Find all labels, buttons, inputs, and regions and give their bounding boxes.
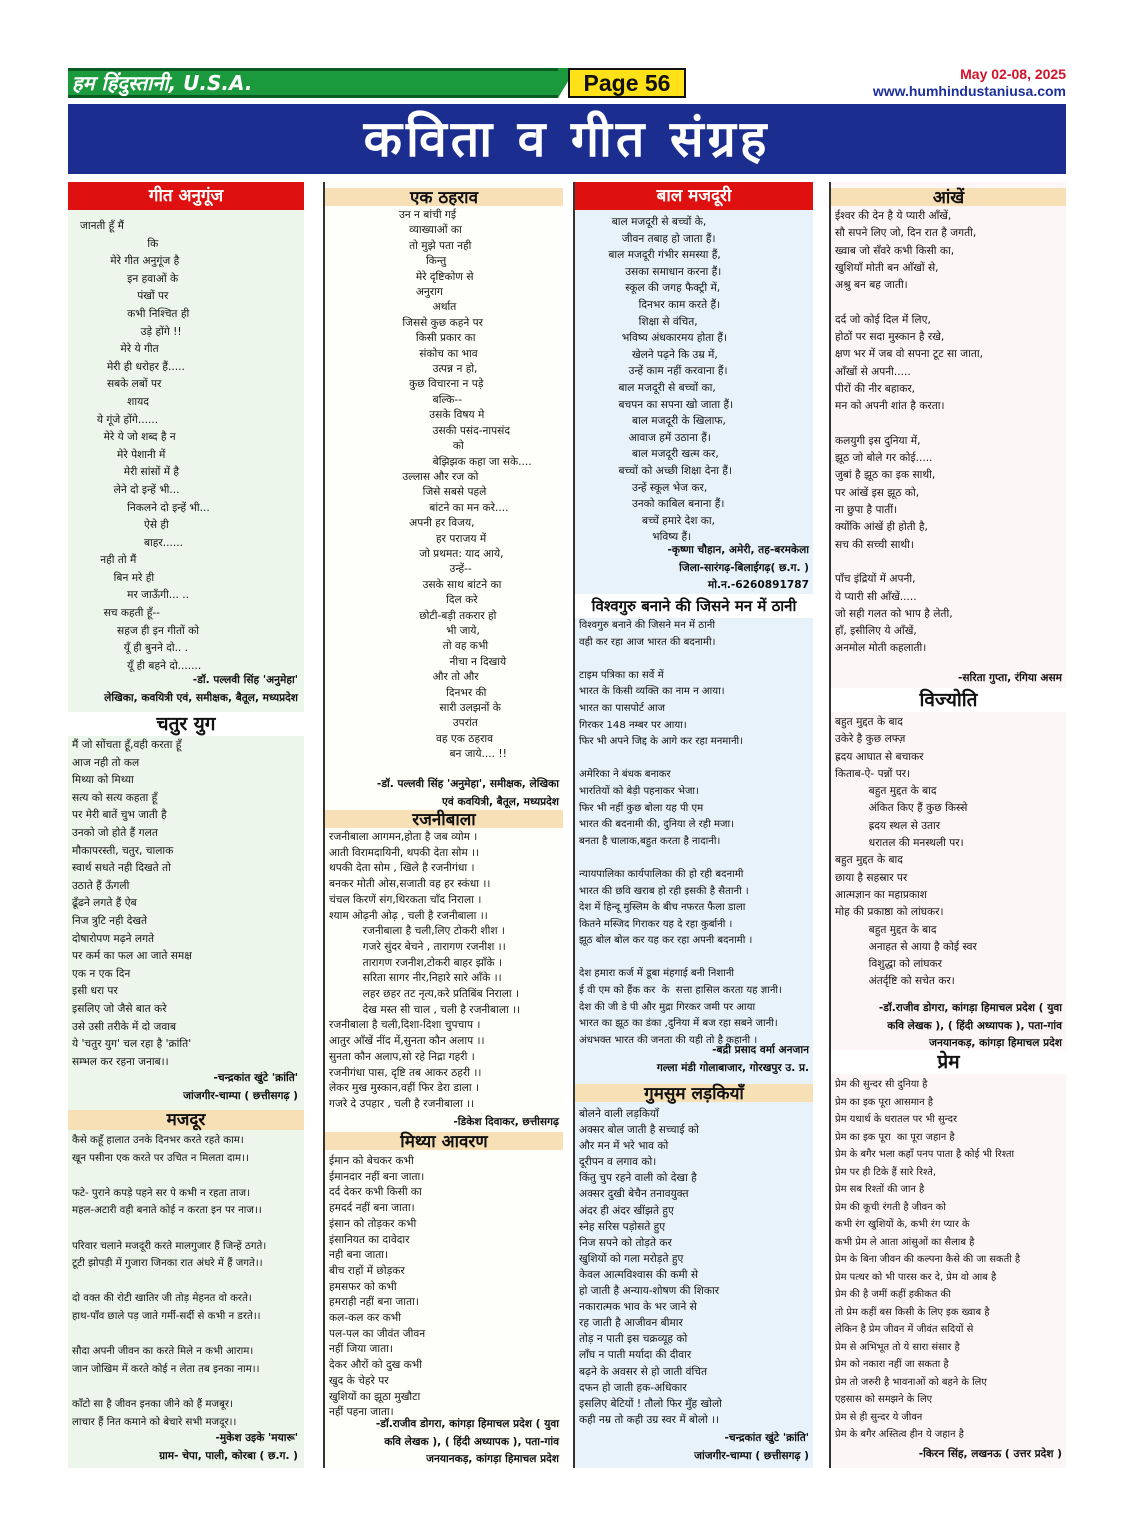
poem-author: -चन्द्रकांत खुंटे 'क्रांति' जांजगीर-चाम्पा ( छत्तीसगढ़ ): [694, 1432, 809, 1462]
poem-body: बोलने वाली लड़कियाँ अक्सर बोल जाती है सच्चाई को और मन में भरे भाव को दूरीपन व लगाव को। किंतु चुप रहने वाली को देखा है अक्सर दुखी बेचैन तनावयुक्त अंदर ही अंदर खींझते हुए स्नेह सरिस पड़ोसते हुए निज सपने को तोड़ते कर खुशियों को गला मरोड़ते हुए केवल आत्मविश्वास की कमी से हो जाती है अन्याय-शोषण की शिकार नकारात्मक भाव के भर जाने से रह जाती है आजीवन बीमार तोड़ न पाती इस चक्रव्यूह को लाँघ न पाती मर्यादा की दीवार बढ़ने के अवसर से हो जाती वंचित दफन हो जाती हक-अधिकार इसलिए बेटियों ! तौलो फिर मुँह खोलो कही नम्र तो कही उग्र स्वर में बोलो ।।: [579, 1108, 722, 1426]
poem-body: ईमान को बेचकर कभी ईमानदार नहीं बना जाता। दर्द देकर कभी किसी का हमदर्द नहीं बना जाता। इंसान को तोड़कर कभी इंसानियत का दावेदार नही बना जाता। बीच राहों में छोड़कर हमसफर को कभी हमराही नहीं बना जाता। कल-कल कर कभी पल-पल का जीवंत जीवन नहीं जिया जाता। देकर औरों को दुख कभी खुद के चेहरे पर खुशियों का झूठा मुखौटा नहीं पहना जाता।: [329, 1155, 426, 1419]
poem-body: ईश्वर की देन है ये प्यारी आँखें, सौ सपने लिए जो, दिन रात है जगती, ख्वाब जो सँवरे कभी किसी का, खुशियाँ मोती बन आँखों से, अश्रु बन बह जाती। दर्द जो कोई दिल में लिए, होठों पर सदा मुस्कान है रखे, क्षण भर में जब वो सपना टूट सा जाता, आँखों से अपनी..... पीरों की नीर बहाकर, मन को अपनी शांत है करता। कलयुगी इस दुनिया में, झूठ जो बोले गर कोई..... जुबां है झूठ का इक साथी, पर आंखें इस झूठ को, ना छुपा है पातीं। क्योंकि आंखें ही होती है, सच की सच्ची साथी। पाँच इंद्रियों में अपनी, ये प्यारी सी आँखें..... जो सही गलत को भाप है लेती, हाँ, इसीलिए ये आँखें, अनमोल मोती कहलाती।: [835, 210, 983, 655]
poem-title: चतुर युग: [68, 712, 304, 736]
poem-title: प्रेम: [831, 1050, 1066, 1074]
poem-title: विश्वगुरु बनाने की जिसने मन में ठानी: [575, 594, 813, 618]
poem-author: -डॉ. पल्लवी सिंह 'अनुमेहा', समीक्षक, लेखिका एवं कवयित्री, बैतूल, मध्यप्रदेश: [376, 778, 559, 808]
poem-author: -चन्द्रकांत खुंटे 'क्रांति' जांजगीर-चाम्पा ( छत्तीसगढ़ ): [183, 1072, 298, 1102]
brand-name: हम हिंदुस्तानी, U.S.A.: [72, 71, 253, 95]
poem-title: बाल मजदूरी: [575, 182, 813, 210]
poem-author: -मुकेश उइके 'मयारू' ग्राम- चेपा, पाली, कोरबा ( छ.ग. ): [159, 1432, 298, 1462]
column-1: [68, 182, 304, 1468]
section-title: कविता व गीत संग्रह: [363, 110, 771, 168]
poem-body: रजनीबाला आगमन,होता है जब व्योम । आती विरामदायिनी, थपकी देता सोम ।। थपकी देता सोम , खिले है रजनीगंधा । बनकर मोती ओस,सजाती वह हर स्कंधा ।। चंचल किरणें संग,थिरकता चाँद निराला । श्याम ओढ़नी ओढ़ , चली है रजनीबाला ।। रजनीबाला है चली,लिए टोकरी शीश । गजरे सुंदर बेचने , तारागण रजनीश ।। तारागण रजनीश,टोकरी बाहर झाँके । सरिता सागर नीर,निहारे सारे आँके ।। लहर छहर तट नृत्य,करे प्रतिबिंब निराला । देख मस्त सी चाल , चली है रजनीबाला ।। रजनीबाला है चली,दिशा-दिशा चुपचाप । आतुर आँखें नींद में,सुनता कौन अलाप ।। सुनता कौन अलाप,सो रहे निद्रा गहरी । रजनीगंधा पास, दृष्टि तब आकर ठहरी ।। लेकर मुख मुस्कान,वहीं फिर डेरा डाला । गजरे दे उपहार , चली है रजनीबाला ।।: [329, 831, 521, 1110]
poem-author: -डिकेश दिवाकर, छत्तीसगढ़: [453, 1116, 559, 1128]
issue-date: May 02-08, 2025: [960, 66, 1066, 82]
poem-body: उन न बांची गई व्याख्याओं का तो मुझे पता नही किन्तु मेरे दृष्टिकोण से अनुराग अर्थात जिससे कुछ कहने पर किसी प्रकार का संकोच का भाव उत्पन्न न हो, कुछ विचारना न पड़े बल्कि-- उसके विषय मे उसकी पसंद-नापसंद को बेझिझक कहा जा सके.... उल्लास और रज को जिसे सबसे पहले बांटने का मन करे.... अपनी हर विजय, हर पराजय में जो प्रथमत: याद आये, उन्हें-- उसके साथ बांटने का दिल करे छोटी-बड़ी तकरार हो भी जाये, तो वह कभी नीचा न दिखाये और तो और दिनभर की सारी उलझनों के उपरांत वह एक ठहराव बन जाये.... !!: [399, 209, 532, 761]
poem-author: -बद्री प्रसाद वर्मा अनजान गल्ला मंडी गोलाबाजार, गोरखपुर उ. प्र.: [656, 1044, 809, 1074]
brand-bar: [68, 68, 558, 98]
poem-author: -डॉ.राजीव डोगरा, कांगड़ा हिमाचल प्रदेश ( युवा कवि लेखक ), ( हिंदी अध्यापक ), पता-गांव जनयानकड़, कांगड़ा हिमाचल प्रदेश: [375, 1418, 559, 1466]
column-2: [323, 182, 563, 1468]
website-link[interactable]: www.humhindustaniusa.com: [872, 83, 1066, 99]
poem-title: गीत अनुगूंज: [68, 182, 304, 210]
poem-author: -किरन सिंह, लखनऊ ( उत्तर प्रदेश ): [918, 1448, 1062, 1460]
poem-body: विश्वगुरु बनाने की जिसने मन में ठानी वही कर रहा आज भारत की बदनामी। टाइम पत्रिका का सर्वे में भारत के किसी व्यक्ति का नाम न आया। भारत का पासपोर्ट आज गिरकर 148 नम्बर पर आया। फिर भी अपने जिद्द के आगे कर रहा मनमानी। अमेरिका ने बंधक बनाकर भारतियों को बेड़ी पहनाकर भेजा। फिर भी नहीं कुछ बोला यह पी एम भारत की बदनामी की, दुनिया ले रही मजा। बनता है चालाक,बहुत करता है नादानी। न्यायपालिका कार्यपालिका की हो रही बदनामी भारत की छवि खराब हो रही इसकी है सैतानी । देश में हिन्दू मुस्लिम के बीच नफरत फैला डाला कितने मस्जिद गिराकर यह दे रहा कुर्बानी । झूठ बोल बोल कर यह कर रहा अपनी बदनामी । देश हमारा कर्ज में डूबा मंहगाई बनी निशानी ई वी एम को हैंक कर के सत्ता हासिल करता यह ज्ञानी। देश की जी डे पी और मुद्रा गिरकर जमी पर आया भारत का झूठ का डंका ,दुनिया में बज रहा सबने जानी। अंधभक्त भारत की जनता की यही तो है कहानी ।: [579, 620, 782, 1046]
poem-title: आंखें: [831, 188, 1066, 206]
poem-body: मैं जो सोंचता हूँ,वही करता हूँ आज नही तो कल मिथ्या को मिथ्या सत्य को सत्य कहता हूँ पर मेरी बातें चुभ जाती है उनको जो होते हैं गलत मौकापरस्ती, चतुर, चालाक स्वार्थ सधते नही दिखते तो उठाते हैं ऊँगली ढूँढने लगते हैं ऐब निज त्रुटि नही देखते दोषारोपण मढ़ने लगते पर कर्म का फल आ जाते समक्ष एक न एक दिन इसी धरा पर इसलिए जो जैसे बात करे उसे उसी तरीके में दो जवाब ये 'चतुर युग' चल रहा है 'क्रांति' सम्भल कर रहना जनाब।।: [72, 739, 192, 1068]
poem-author: -कृष्णा चौहान, अमेरी, तह-बरमकेला जिला-सारंगढ़-बिलाईगढ़( छ.ग. ) मो.न.-6260891787: [667, 544, 809, 592]
poem-body: बहुत मुद्दत के बाद उकेरे है कुछ लफ्ज़ ह्रदय आघात से बचाकर किताब-ऐ- पन्नों पर। बहुत मुद्दत के बाद अंकित किए हैं कुछ किस्से ह्रदय स्थल से उतार धरातल की मनस्थली पर। बहुत मुद्दत के बाद छाया है सहस्रार पर आत्मज्ञान का महाप्रकाश मोह की प्रकाष्ठा को लांघकर। बहुत मुद्दत के बाद अनाहत से आया है कोई स्वर विशुद्धा को लांघकर अंतर्दृष्टि को सचेत कर।: [835, 716, 977, 988]
poem-title: विज्योति: [831, 688, 1066, 712]
poem-author: -सरिता गुप्ता, रंगिया असम: [957, 672, 1062, 684]
masthead: [68, 68, 1066, 98]
column-3: [573, 182, 813, 1468]
page-number: Page 56: [568, 68, 686, 98]
poem-title: मिथ्या आवरण: [325, 1132, 563, 1150]
poem-body: बाल मजदूरी से बच्चों के, जीवन तबाह हो जाता हैं। बाल मजदूरी गंभीर समस्या हैं, उसका समाधान करना हैं। स्कूल की जगह फैक्ट्री में, दिनभर काम करते हैं। शिक्षा से वंचित, भविष्य अंधकारमय होता हैं। खेलने पढ़ने कि उम्र में, उन्हें काम नहीं करवाना हैं। बाल मजदूरी से बच्चों का, बचपन का सपना खो जाता हैं। बाल मजदूरी के खिलाफ, आवाज हमें उठाना हैं। बाल मजदूरी खत्म कर, बच्चों को अच्छी शिक्षा देना हैं। उन्हें स्कूल भेज कर, उनको काबिल बनाना हैं। बच्चें हमारे देश का, भविष्य हैं।: [608, 216, 734, 544]
poem-body: कैसे कहूँ हालात उनके दिनभर करते रहते काम। खून पसीना एक करते पर उचित न मिलता दाम।। फटे- पुराने कपड़े पहने सर पे कभी न रहता ताज। महल-अटारी वही बनाते कोई न करता इन पर नाज।। परिवार चलाने मजदूरी करते मालगुजार हैं जिन्हें ठगते। टूटी झोपड़ी में गुजारा जिनका रात अंधरे में हैं जगते।। दो वक्त की रोटी खातिर जी तोड़ मेहनत वो करते। हाथ-पाँव छाले पड़ जाते गर्मी-सर्दी से कभी न डरते।। सौदा अपनी जीवन का करते मिले न कभी आराम। जान जोखिम में करते कोई न लेता तब इनका नाम।। काँटो सा है जीवन इनका जीने को हैं मजबूर। लाचार हैं नित कमाने को बेचारे सभी मजदूर।।: [72, 1135, 267, 1428]
section-banner: [68, 104, 1066, 174]
poem-body: प्रेम की सुन्दर सी दुनिया है प्रेम का इक पूरा आसमान है प्रेम यथार्थ के धरातल पर भी सुन्दर प्रेम का इक पूरा का पूरा जहान है प्रेम के बगैर भला कहाँ पनप पाता है कोई भी रिश्ता प्रेम पर ही टिके हैं सारे रिश्ते, प्रेम सब रिश्तों की जान है प्रेम की कूची रंगती है जीवन को कभी रंग खुशियों के, कभी रंग प्यार के कभी प्रेम ले आता आंसुओं का सैलाब है प्रेम के बिना जीवन की कल्पना कैसे की जा सकती है प्रेम पत्थर को भी पारस कर दे, प्रेम वो आब है प्रेम की है जमीं कहीं हकीकत की तो प्रेम कहीं बस किसी के लिए इक ख्वाब है लेकिन है प्रेम जीवन में जीवंत सदियों से प्रेम से अभिभूत तो ये सारा संसार है प्रेम को नकारा नहीं जा सकता है प्रेम तो जरुरी है भावनाओं को बहने के लिए एहसास को समझने के लिए प्रेम से ही सुन्दर ये जीवन प्रेम के बगैर अस्तित्व हीन ये जहान है: [835, 1079, 1021, 1440]
poem-author: -डॉ.राजीव डोगरा, कांगड़ा हिमाचल प्रदेश ( युवा कवि लेखक ), ( हिंदी अध्यापक ), पता-गांव जनयानकड़, कांगड़ा हिमाचल प्रदेश: [878, 1002, 1062, 1050]
poem-title: एक ठहराव: [325, 188, 563, 206]
poem-title: रजनीबाला: [325, 810, 563, 828]
column-4: [829, 182, 1066, 1468]
poem-author: -डॉ. पल्लवी सिंह 'अनुमेहा' लेखिका, कवयित्री एवं, समीक्षक, बैतूल, मध्यप्रदेश: [104, 674, 298, 704]
poem-title: मजदूर: [68, 1110, 304, 1130]
poem-body: जानती हूँ मैं कि मेरे गीत अनुगूंज है इन हवाओं के पंखों पर कभी निश्चित ही उड़े होंगे !! मेरे ये गीत मेरी ही धरोहर हैं..... सबके लबों पर शायद ये गूंजे होंगे...... मेरे ये जो शब्द है न मेरे पेशानी में मेरी सांसों में है लेने दो इन्हें भी... निकलने दो इन्हें भी... ऐसे ही बाहर...... नही तो मैं बिन मरे ही मर जाऊँगी... .. सच कहती हूँ-- सहज ही इन गीतों को यूँ ही बुनने दो.. . यूँ ही बहने दो.......: [80, 220, 210, 672]
poem-title: गुमसुम लड़कियाँ: [575, 1084, 813, 1102]
